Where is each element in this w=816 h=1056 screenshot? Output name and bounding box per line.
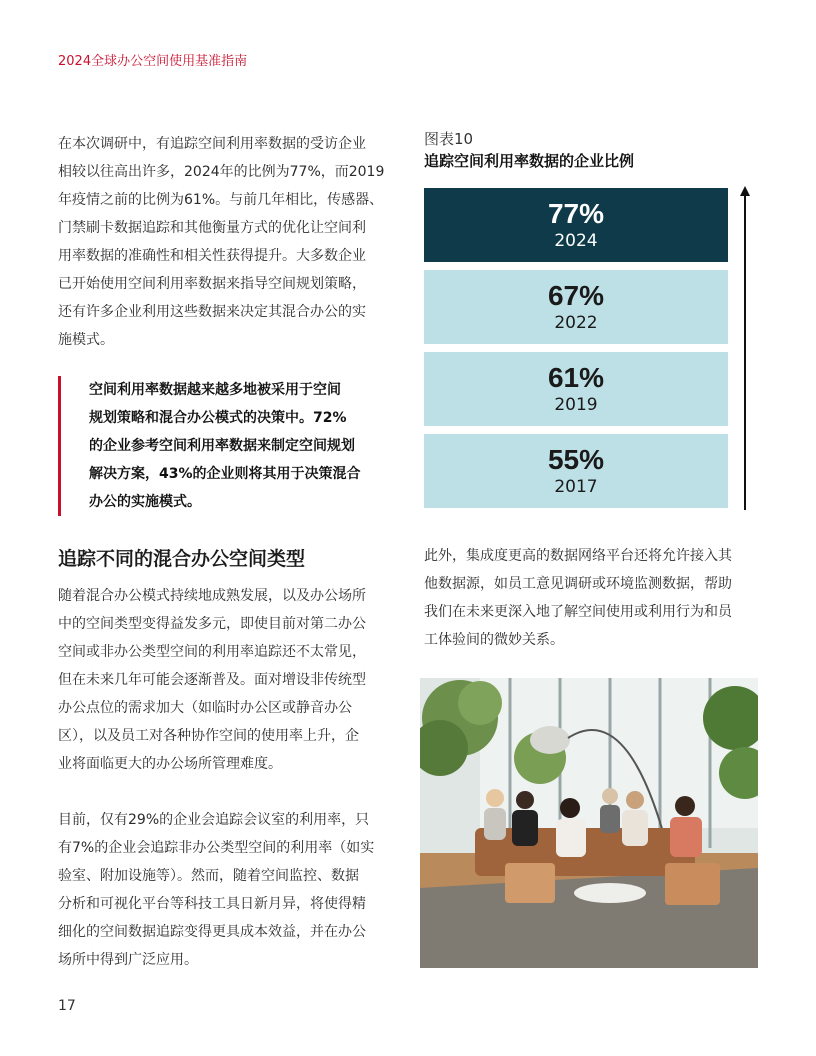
chart-bar-2017 [424, 434, 728, 508]
bar-category-label: 2022 [554, 313, 598, 333]
figure-label: 图表10 [424, 130, 474, 148]
intro-paragraph [58, 130, 388, 354]
bar-category-label: 2019 [554, 395, 598, 415]
right-paragraph: 此外，集成度更高的数据网络平台还将允许接入其 他数据源，如员工意见调研或环境监测数据，帮助 我们在未来更深入地了解空间使用或利用行为和员 工体验间的微妙关系。 [424, 548, 732, 648]
bar-value-label: 67% [547, 280, 605, 311]
bar-category-label: 2024 [554, 231, 598, 251]
up-arrow-icon [738, 186, 752, 510]
bar-value-label: 77% [547, 198, 605, 229]
chart-bar-2022 [424, 270, 728, 344]
pull-quote: 空间利用率数据越来越多地被采用于空间 规划策略和混合办公模式的决策中。72% 的企业参考空间利用率数据来制定空间规划 解决方案，43%的企业则将其用于决策混合 办公的实施模式。 [58, 376, 401, 516]
bar-value-label: 61% [547, 362, 605, 393]
chart-bar-2019 [424, 352, 728, 426]
bar-category-label: 2017 [554, 477, 598, 497]
chart-bars [424, 188, 728, 516]
section-heading: 追踪不同的混合办公空间类型 [58, 548, 306, 570]
figure-title: 追踪空间利用率数据的企业比例 [424, 152, 635, 170]
section-paragraph-1: 随着混合办公模式持续地成熟发展，以及办公场所 中的空间类型变得益发多元，即使目前对第二办公 空间或非办公类型空间的利用率追踪还不太常见， 但在未来几年可能会逐渐普及。面对增设非传统型 办公点位的需求加大（如临时办公区或静音办公 区），以及员工对各种协作空间的使用率上升，企 业将面临更大的办公场所管理难度。 [58, 588, 366, 772]
photo-illustration [420, 678, 758, 968]
bar-value-label: 55% [547, 444, 605, 475]
section-body [58, 582, 388, 974]
chart-bar-2024 [424, 188, 728, 262]
document-header: 2024全球办公空间使用基准指南 [58, 54, 248, 69]
intro-text: 在本次调研中，有追踪空间利用率数据的受访企业 相较以往高出许多，2024年的比例为77%，而2019 年疫情之前的比例为61%。与前几年相比，传感器、 门禁刷卡数据追踪和其他衡量方式的优化让空间利 用率数据的准确性和相关性获得提升。大多数企业 已开始使用空间利用率数据来指导空间规划策略， 还有许多企业利用这些数据来决定其混合办公的实 施模式。 [58, 136, 385, 348]
office-lounge-photo [420, 678, 758, 968]
section-paragraph-2: 目前，仅有29%的企业会追踪会议室的利用率，只 有7%的企业会追踪非办公类型空间的利用率（如实 验室、附加设施等）。然而，随着空间监控、数据 分析和可视化平台等科技工具日新月异，将使得精 细化的空间数据追踪变得更具成本效益，并在办公 场所中得到广泛应用。 [58, 812, 375, 968]
page-number: 17 [58, 998, 76, 1014]
